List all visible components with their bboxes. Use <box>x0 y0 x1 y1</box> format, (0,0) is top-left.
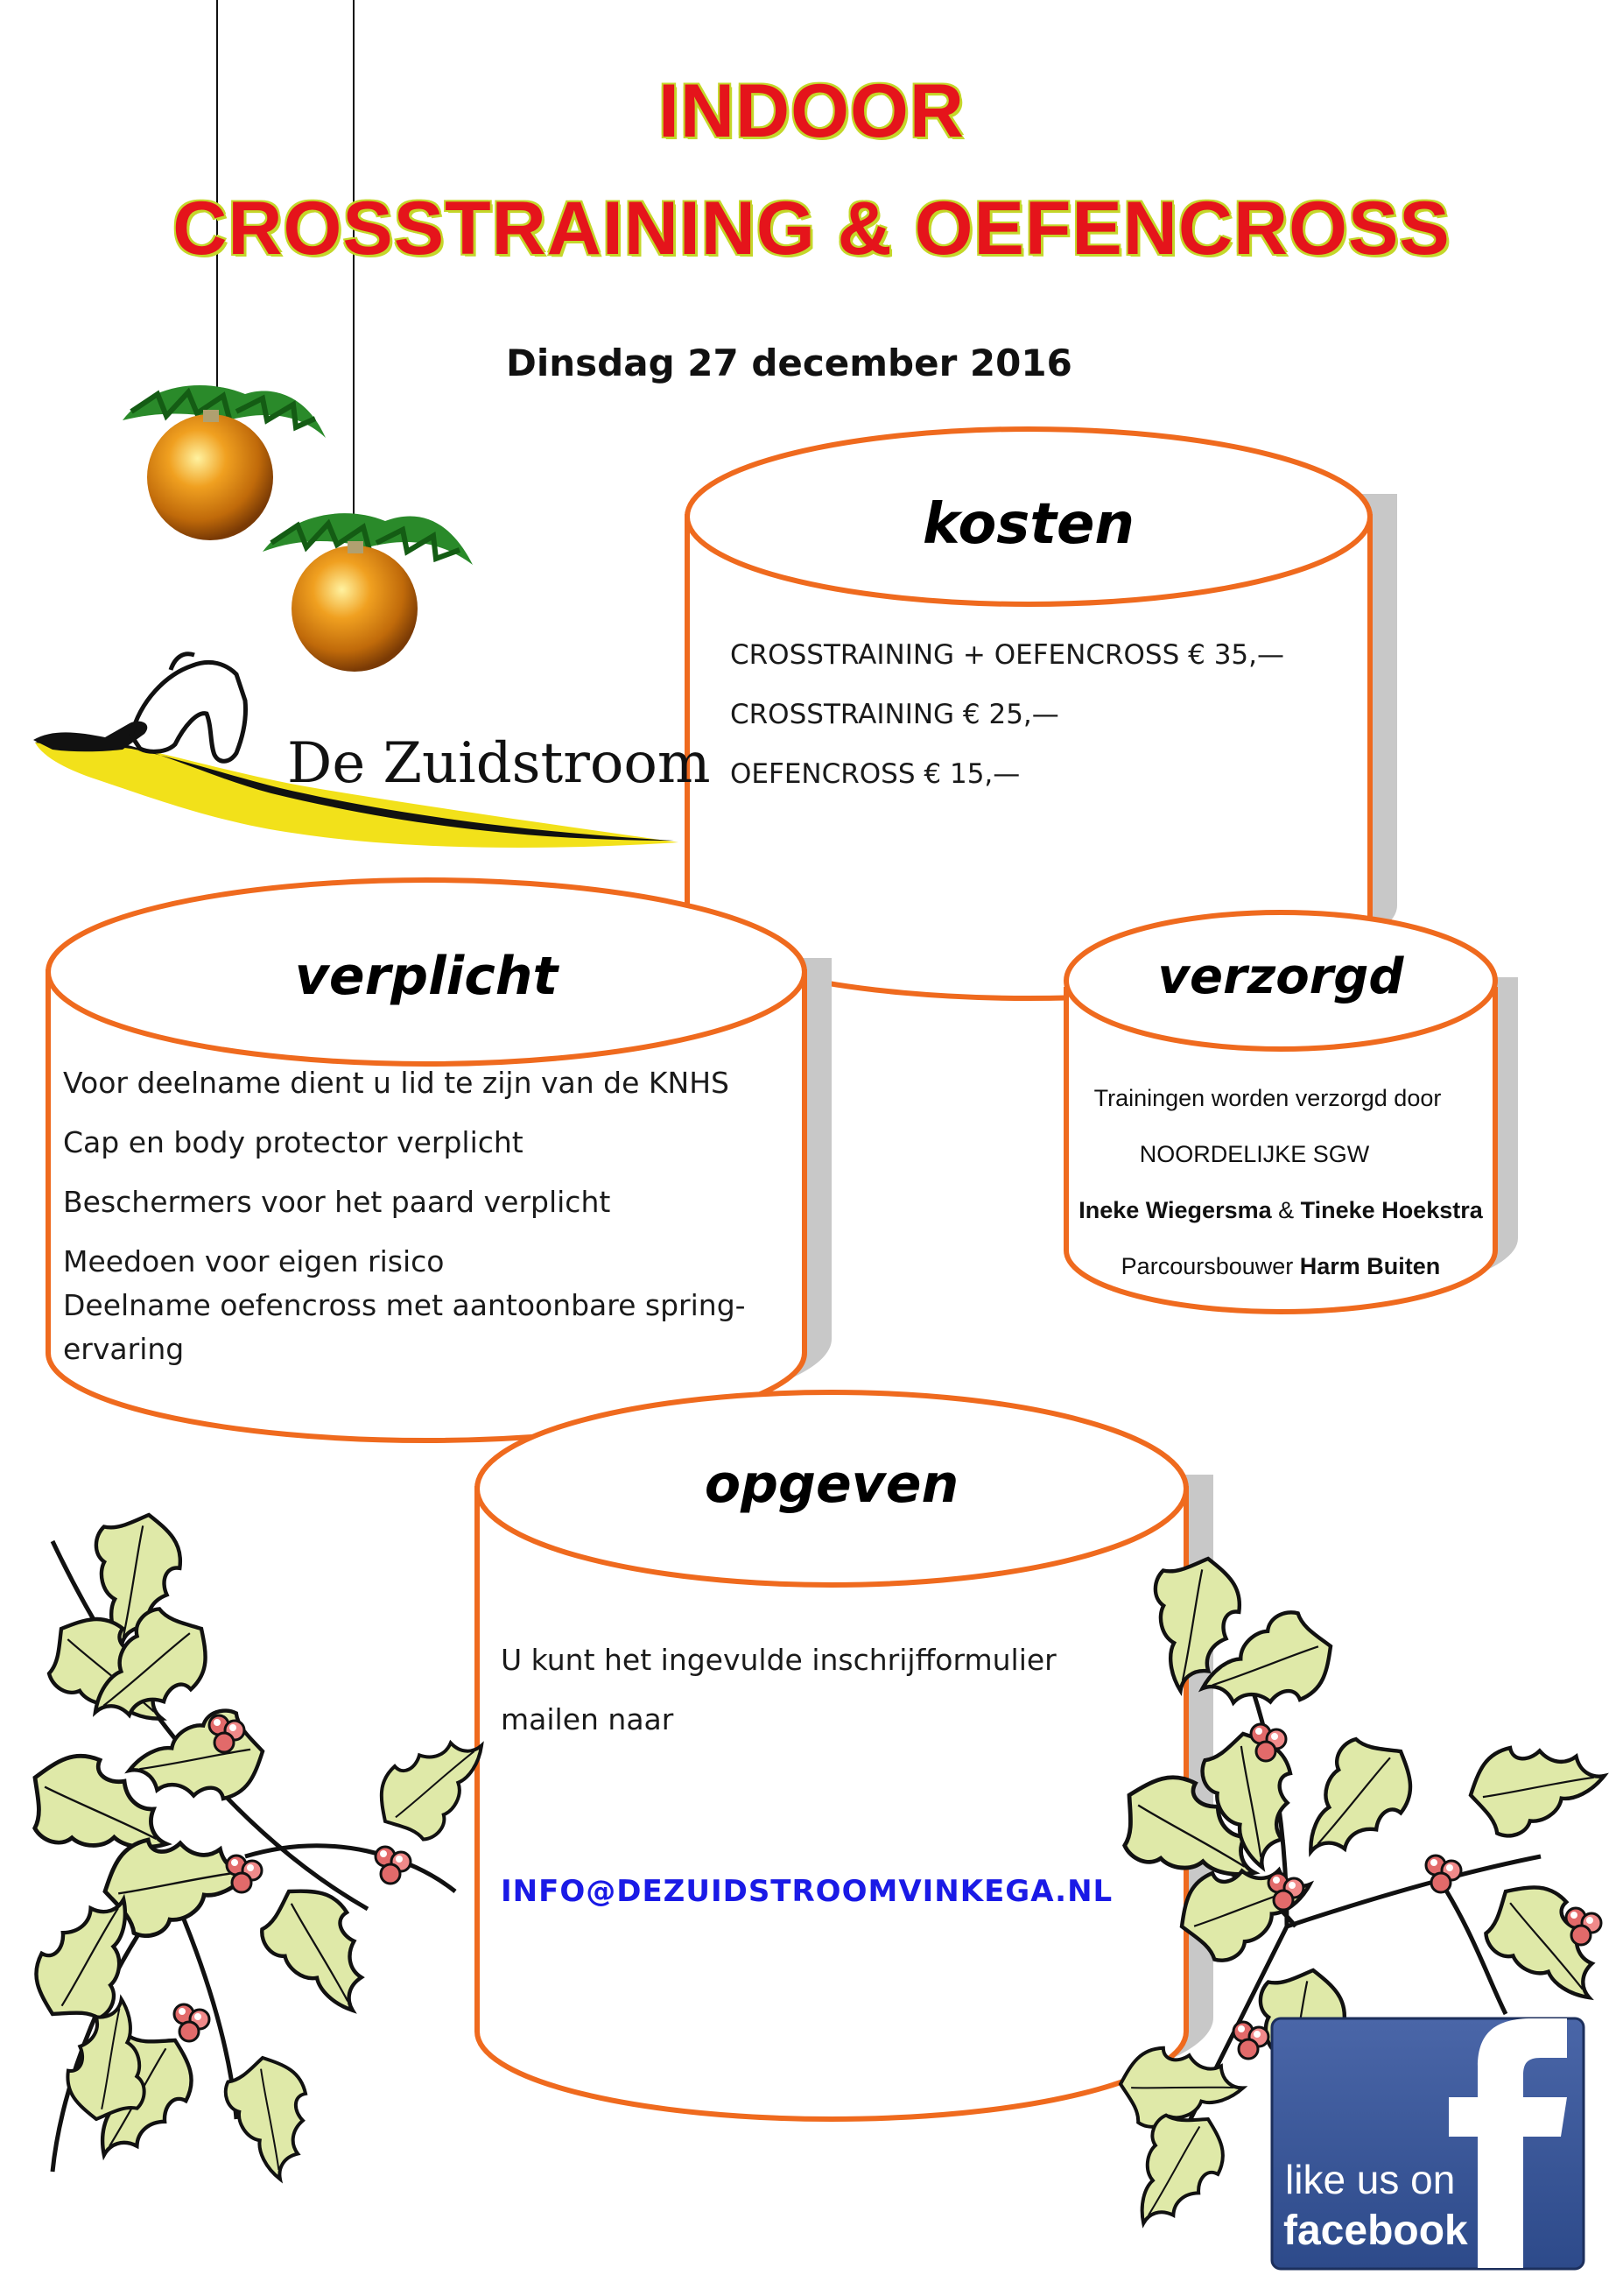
verplicht-line: Beschermers voor het paard verplicht <box>63 1185 611 1219</box>
kosten-line: CROSSTRAINING € 25,— <box>730 699 1059 730</box>
opgeven-line: U kunt het ingevulde inschrijfformulier <box>501 1643 1057 1677</box>
verplicht-line: Cap en body protector verplicht <box>63 1125 523 1159</box>
verplicht-line: ervaring <box>63 1332 185 1366</box>
verzorgd-line: NOORDELIJKE SGW <box>1139 1141 1370 1167</box>
facebook-line-2: facebook <box>1283 2208 1468 2254</box>
verplicht-line: Deelname oefencross met aantoonbare spring- <box>63 1288 746 1322</box>
trainer-name: Ineke Wiegersma <box>1078 1197 1272 1223</box>
parcours-label: Parcoursbouwer <box>1121 1253 1300 1279</box>
verplicht-line: Voor deelname dient u lid te zijn van de KNHS <box>63 1066 729 1100</box>
trainer-name: Tineke Hoekstra <box>1300 1197 1483 1223</box>
title-line-2: CROSSTRAINING & OEFENCROSS <box>172 187 1451 271</box>
kosten-line: OEFENCROSS € 15,— <box>730 758 1021 790</box>
verzorgd-heading: verzorgd <box>1157 948 1404 1005</box>
kosten-heading: kosten <box>923 492 1135 557</box>
ornament-icon <box>123 385 326 540</box>
verzorgd-line: Trainingen worden verzorgd door <box>1093 1085 1442 1111</box>
verzorgd-text <box>1066 1070 1495 1294</box>
opgeven-text <box>501 1630 1057 1750</box>
email-link[interactable]: INFO@DEZUIDSTROOMVINKEGA.NL <box>501 1874 1114 1909</box>
verplicht-heading: verplicht <box>294 946 559 1007</box>
verplicht-line: Meedoen voor eigen risico <box>63 1244 445 1278</box>
verplicht-list <box>63 1061 798 1371</box>
logo-name: De Zuidstroom <box>287 731 711 796</box>
kosten-list <box>730 625 1284 804</box>
opgeven-line: mailen naar <box>501 1702 674 1736</box>
verzorgd-parcours <box>1066 1238 1495 1294</box>
event-date: Dinsdag 27 december 2016 <box>506 342 1072 384</box>
kosten-line: CROSSTRAINING + OEFENCROSS € 35,— <box>730 639 1285 671</box>
facebook-line-1: like us on <box>1285 2157 1456 2202</box>
verzorgd-trainers <box>1066 1182 1495 1238</box>
opgeven-heading: opgeven <box>704 1454 959 1515</box>
title-line-1: INDOOR <box>658 69 965 153</box>
parcours-builder: Harm Buiten <box>1299 1253 1441 1279</box>
ornament-icon <box>263 513 473 672</box>
trainer-separator: & <box>1271 1197 1301 1223</box>
holly-decoration-left <box>29 1511 487 2182</box>
